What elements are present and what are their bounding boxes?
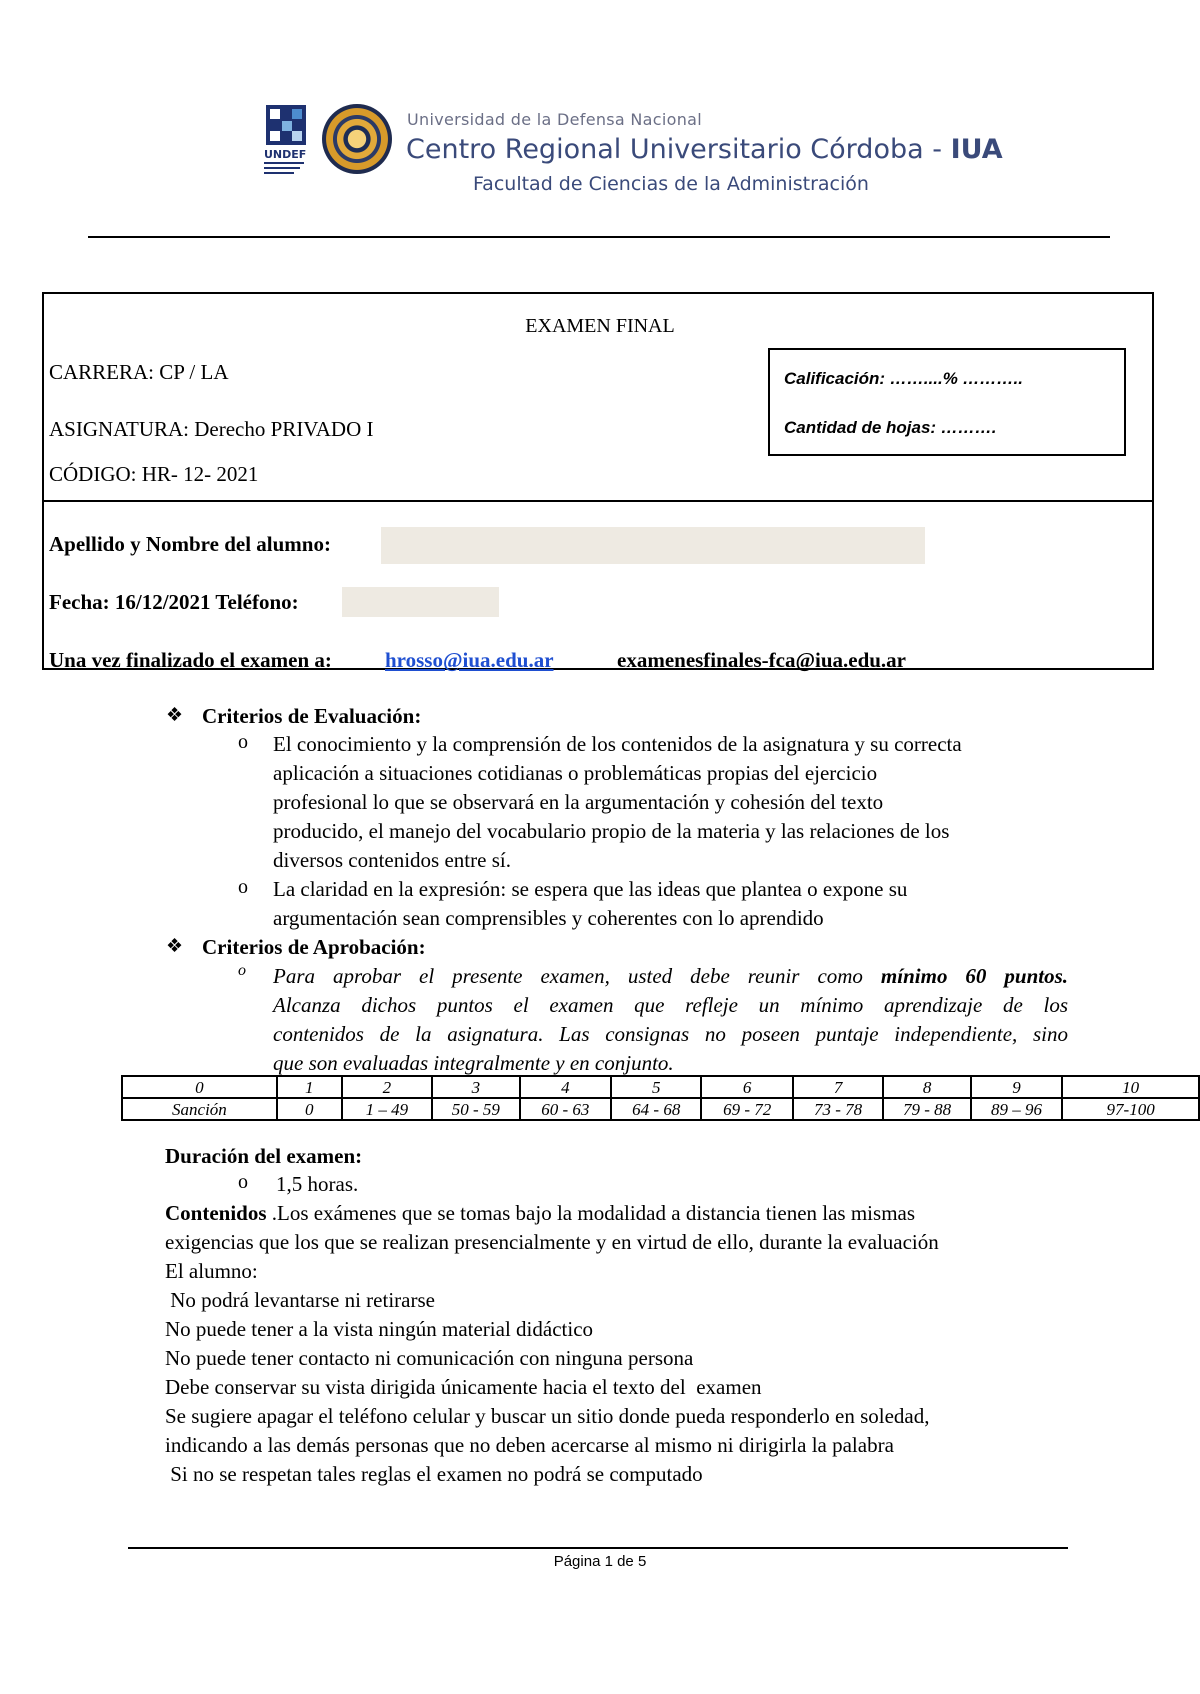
header-divider xyxy=(88,236,1110,238)
alumno-name-field[interactable] xyxy=(381,527,925,564)
table-cell: 6 xyxy=(701,1076,792,1098)
undef-logo xyxy=(262,103,310,179)
circle-bullet-icon: o xyxy=(238,1171,248,1193)
cantidad-hojas-field: Cantidad de hojas: ………. xyxy=(784,418,997,437)
telefono-field[interactable] xyxy=(342,587,499,617)
table-cell: 1 xyxy=(277,1076,342,1098)
table-cell: 89 – 96 xyxy=(971,1098,1062,1120)
table-cell: 4 xyxy=(520,1076,611,1098)
circle-bullet-icon: o xyxy=(238,876,248,898)
email-link[interactable]: hrosso@iua.edu.ar xyxy=(385,648,554,672)
alumno-label: Apellido y Nombre del alumno: xyxy=(49,532,331,556)
institution-line-2: Centro Regional Universitario Córdoba - IUA xyxy=(406,134,1003,165)
table-cell: 79 - 88 xyxy=(883,1098,971,1120)
table-cell: 9 xyxy=(971,1076,1062,1098)
criterio-aprobacion-item: Para aprobar el presente examen, usted debe reunir como mínimo 60 puntos. Alcanza dichos puntos el examen que refleje un mínimo aprendizaje de los contenidos de la asignatura. Las consignas no poseen puntaje independiente, sino que son evaluadas integralmente y en conjunto. xyxy=(273,964,1069,1075)
table-cell: 10 xyxy=(1062,1076,1199,1098)
table-cell: 8 xyxy=(883,1076,971,1098)
circle-bullet-icon: o xyxy=(238,731,248,753)
envio-label: Una vez finalizado el examen a: xyxy=(49,648,332,672)
institution-line-1: Universidad de la Defensa Nacional xyxy=(407,110,702,129)
criterio-item-2: La claridad en la expresión: se espera que las ideas que plantea o expone su argumentación sean comprensibles y coherentes con lo aprendido xyxy=(273,877,908,930)
table-cell: 2 xyxy=(342,1076,432,1098)
contenidos-block: Contenidos .Los exámenes que se tomas bajo la modalidad a distancia tienen las mismas exigencias que los que se realizan presencialmente y en virtud de ello, durante la evaluación El alumno: No podrá levantarse ni retirarse No puede tener a la vista ningún material didáctico No puede tener contacto ni comunicación con ninguna persona Debe conservar su vista dirigida únicamente hacia el texto del examen Se sugiere apagar el teléfono celular y buscar un sitio donde pueda responderlo en soledad, indicando a las demás personas que no deben acercarse al mismo ni dirigirla la palabra Si no se respetan tales reglas el examen no podrá se computado xyxy=(165,1201,939,1486)
duracion-heading: Duración del examen: xyxy=(165,1144,363,1168)
exam-title: EXAMEN FINAL xyxy=(525,315,675,337)
criterios-aprobacion-heading: Criterios de Aprobación: xyxy=(202,935,426,959)
table-cell: 1 – 49 xyxy=(342,1098,432,1120)
table-cell: 64 - 68 xyxy=(611,1098,701,1120)
iua-seal-logo xyxy=(322,104,392,174)
table-cell: 69 - 72 xyxy=(701,1098,792,1120)
sanction-table xyxy=(121,1075,1200,1121)
table-cell: 97-100 xyxy=(1062,1098,1199,1120)
page-number: Página 1 de 5 xyxy=(553,1553,647,1570)
codigo-label: CÓDIGO: HR- 12- 2021 xyxy=(49,462,259,486)
footer-divider xyxy=(128,1547,1068,1549)
carrera-label: CARRERA: CP / LA xyxy=(49,360,229,384)
table-cell: 0 xyxy=(277,1098,342,1120)
table-cell: Sanción xyxy=(122,1098,277,1120)
criterio-item-1: El conocimiento y la comprensión de los contenidos de la asignatura y su correcta aplicación a situaciones cotidianas o problemáticas propias del ejercicio profesional lo que se observará en la argumentación y cohesión del texto producido, el manejo del vocabulario propio de la materia y las relaciones de los diversos contenidos entre sí. xyxy=(273,732,962,872)
asignatura-label: ASIGNATURA: Derecho PRIVADO I xyxy=(49,417,374,441)
criterios-evaluacion-heading: Criterios de Evaluación: xyxy=(202,704,422,728)
table-cell: 73 - 78 xyxy=(793,1098,883,1120)
table-cell: 5 xyxy=(611,1076,701,1098)
table-cell: 7 xyxy=(793,1076,883,1098)
table-cell: 0 xyxy=(122,1076,277,1098)
duracion-item: 1,5 horas. xyxy=(276,1172,359,1196)
exam-info-divider xyxy=(42,500,1154,502)
circle-bullet-icon: o xyxy=(238,962,246,979)
email-examenes: examenesfinales-fca@iua.edu.ar xyxy=(617,648,906,672)
grade-box xyxy=(768,348,1126,456)
undef-logo-text: UNDEF xyxy=(264,148,307,161)
table-cell: 60 - 63 xyxy=(520,1098,611,1120)
table-row xyxy=(122,1076,1199,1098)
table-cell: 3 xyxy=(432,1076,520,1098)
diamond-bullet-icon: ❖ xyxy=(166,936,184,957)
calificacion-field: Calificación: ……....% ……….. xyxy=(784,369,1023,388)
diamond-bullet-icon: ❖ xyxy=(166,705,184,726)
fecha-telefono-label: Fecha: 16/12/2021 Teléfono: xyxy=(49,590,299,614)
table-cell: 50 - 59 xyxy=(432,1098,520,1120)
institution-line-3: Facultad de Ciencias de la Administración xyxy=(473,173,869,195)
table-row xyxy=(122,1098,1199,1120)
